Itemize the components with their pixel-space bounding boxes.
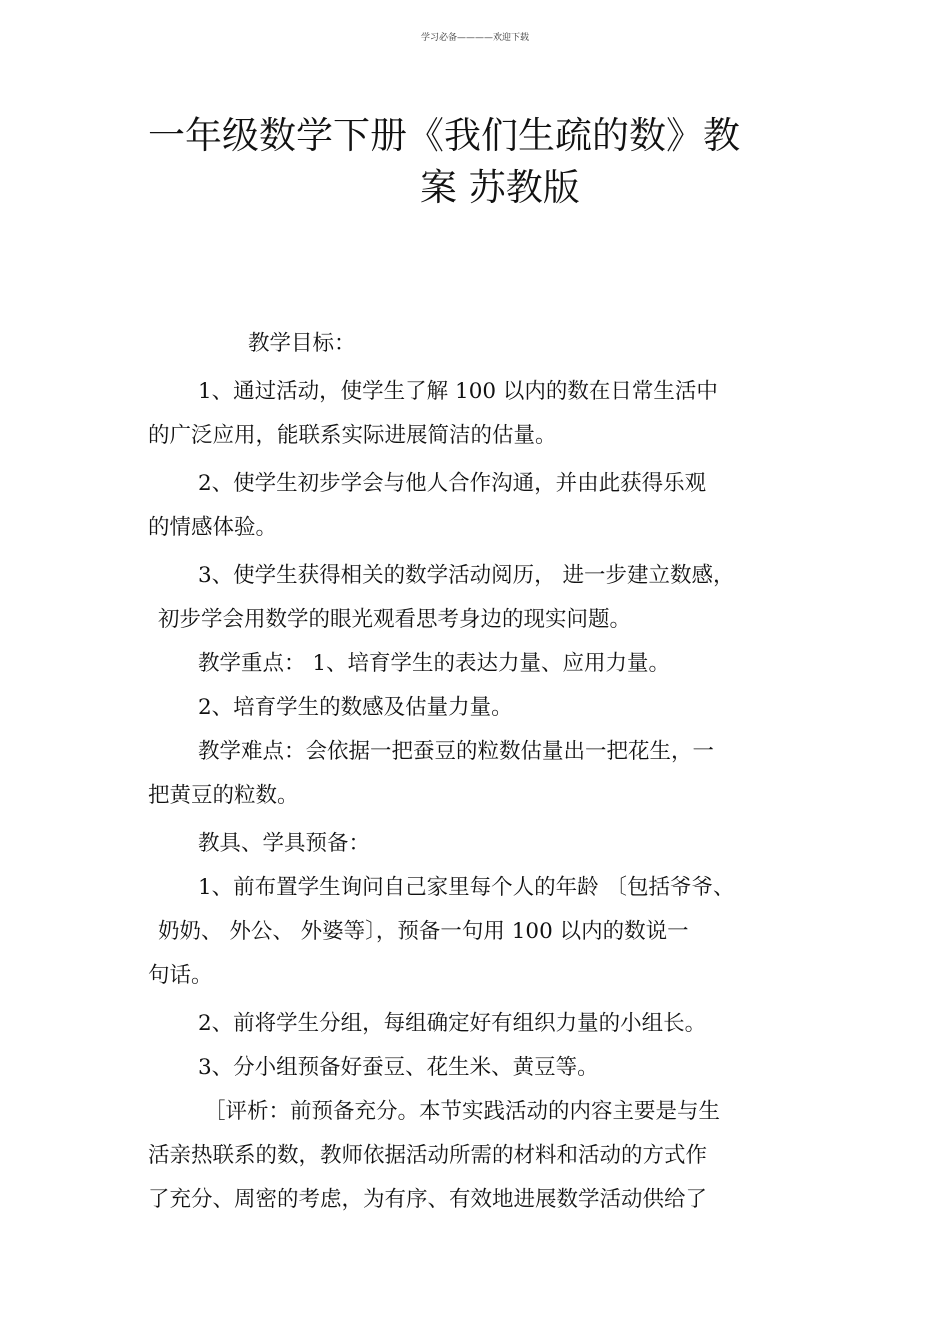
page-header-note: 学习必备————欢迎下载 [420,33,529,43]
title-line-1: 一年级数学下册《我们生疏的数》教 [148,114,740,157]
objectives-heading: 教学目标： [248,331,356,356]
objective-2-line-2: 的情感体验。 [148,515,278,540]
prep-3: 3、分小组预备好蚕豆、花生米、黄豆等。 [198,1055,599,1080]
analysis-line-2: 活亲热联系的数，教师依据活动所需的材料和活动的方式作 [148,1143,708,1168]
document-title [148,110,788,214]
prep-1-line-2: 奶奶、 外公、 外婆等〕，预备一句用 100 以内的数说一 [158,919,689,944]
prep-heading: 教具、学具预备： [198,831,371,856]
document-body [148,322,812,1222]
analysis-line-3: 了充分、周密的考虑，为有序、有效地进展数学活动供给了 [148,1187,708,1212]
key-points-line-1: 教学重点： 1、培育学生的表达力量、应用力量。 [198,651,671,676]
difficulty-line-2: 把黄豆的粒数。 [148,783,299,808]
analysis-line-1: ［评析：前预备充分。本节实践活动的内容主要是与生 [204,1099,721,1124]
objective-2-line-1: 2、使学生初步学会与他人合作沟通，并由此获得乐观 [198,471,707,496]
difficulty-line-1: 教学难点：会依据一把蚕豆的粒数估量出一把花生，一 [198,739,715,764]
title-line-2: 案 苏教版 [420,166,580,209]
key-points-line-2: 2、培育学生的数感及估量力量。 [198,695,513,720]
objective-3-line-1: 3、使学生获得相关的数学活动阅历， 进一步建立数感， [198,563,735,588]
prep-1-line-1: 1、前布置学生询问自己家里每个人的年龄 〔包括爷爷、 [198,875,735,900]
objective-1-line-1: 1、通过活动，使学生了解 100 以内的数在日常生活中 [198,379,718,404]
prep-1-line-3: 句话。 [148,963,213,988]
prep-2: 2、前将学生分组，每组确定好有组织力量的小组长。 [198,1011,707,1036]
objective-3-line-2: 初步学会用数学的眼光观看思考身边的现实问题。 [158,607,632,632]
objective-1-line-2: 的广泛应用，能联系实际进展简洁的估量。 [148,423,557,448]
